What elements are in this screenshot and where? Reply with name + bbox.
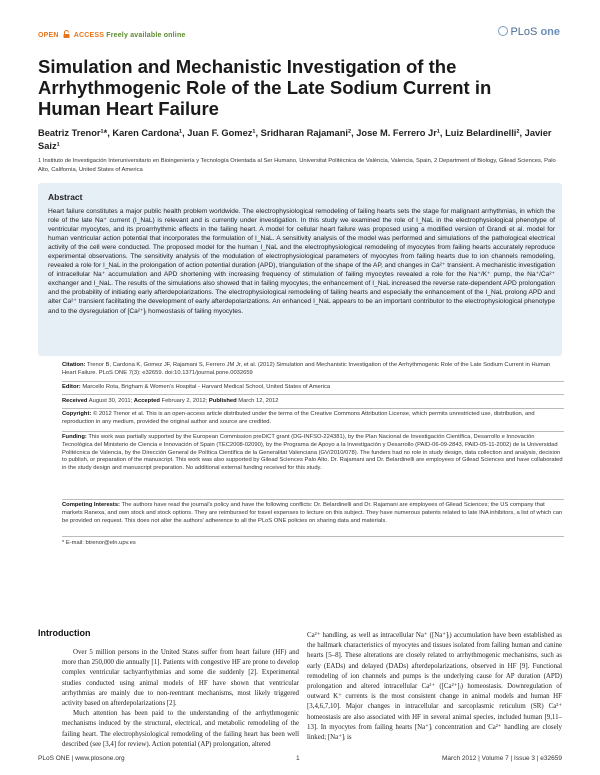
funding-label: Funding: xyxy=(62,434,87,440)
left-column xyxy=(62,648,299,750)
right-column xyxy=(307,631,562,743)
copyright xyxy=(62,411,564,427)
logo-plos-text: PLoS xyxy=(510,26,538,38)
open-label: OPEN xyxy=(38,32,59,39)
competing-text: The authors have read the journal's policy and have the following conflicts: Dr. Belardinelli and Dr. Rajamani are employees of Gilead Sciences; the US company that markets Ranexa, and own stock and stock options. They are reimbursed for travel expenses to lecture on this subject. They have numerous patents related to late INA inhibitors, a list of which can be provided on request. This does not alter the authors' adherence to all the PLoS ONE policies on sharing data and materials. xyxy=(62,502,563,524)
accepted-label: Accepted xyxy=(133,398,160,404)
author-list: Beatriz Trenor¹*, Karen Cardona¹, Juan F. Gomez¹, Sridharan Rajamani², Jose M. Ferrero Jr¹, Luiz Belardinelli², Javier Saiz¹ xyxy=(38,128,552,151)
copyright-text: © 2012 Trenor et al. This is an open-access article distributed under the terms of the Creative Commons Attribution License, which permits unrestricted use, distribution, and reproduction in any medium, provided the original author and source are credited. xyxy=(62,411,535,425)
divider xyxy=(62,394,564,395)
accepted-date: February 2, 2012; xyxy=(161,398,208,404)
freely-available-label: Freely available online xyxy=(106,32,186,39)
published-label: Published xyxy=(208,398,237,404)
citation xyxy=(62,362,564,378)
funding-text: This work was partially supported by the European Commission preDiCT grant (DG-INFSO-224381), by the Plan Nacional de Investigación Científica, Desarrollo e Innovación Tecnológica del Ministerio de Ciencia e Innovación of Spain (TEC2008-02090), by the Programa de Apoyo a la Investigación y Desarrollo (PAID-06-09-2843, PAID-05-11-2002) de la Universidad Politécnica de Valencia, by the Dirección General de Política Científica de la Generalitat Valenciana (GV/2010/078). The funders had no role in study design, data collection and analysis, decision to publish, or preparation of the manuscript. This work was also supported by Gilead Sciences Palo Alto. Dr. Rajamani and Dr. Belardinelli are employees of Gilead Sciences and have collaborated in the study design and manuscript preparation. No additional external funding received for this study. xyxy=(62,434,563,472)
footer-journal: PLoS ONE | www.plosone.org xyxy=(38,755,125,762)
affiliations: 1 Instituto de Investigación Interuniversitario en Bioingeniería y Tecnología Orientada al Ser Humano, Universitat Politècnica de València, Valencia, Spain, 2 Department of Biology, Gilead Sciences, Palo Alto, California, United States of America xyxy=(38,158,556,173)
divider xyxy=(62,431,564,432)
abstract-text: Heart failure constitutes a major public health problem worldwide. The electrophysiological remodeling of failing hearts sets the stage for malignant arrhythmias, in which the role of the late Na⁺ current (I_NaL) is relevant and is currently under investigation. In this study we examined the role of I_NaL in the electrophysiological phenotype of ventricular myocytes, and its proarrhythmic effects in the failing heart. A model for cellular heart failure was proposed using a modified version of Grandi et al. model for human ventricular action potential that incorporates the formulation of I_NaL. A sensitivity analysis of the model was performed and simulations of the pathological electrical activity of the cell were conducted. The proposed model for the human I_NaL and the electrophysiological remodeling of myocytes from failing hearts accurately reproduce experimental observations. The sensitivity analysis of the modulation of electrophysiological parameters of myocytes from failing hearts due to ion channels remodeling, revealed a role for I_NaL in the prolongation of action potential duration (APD), triangulation of the shape of the AP, and changes in Ca²⁺ transient. A mechanistic investigation of intracellular Na⁺ accumulation and APD shortening with increasing frequency of stimulation of failing myocytes revealed a role for the Na⁺/K⁺ pump, the Na⁺/Ca²⁺ exchanger and I_NaL. The results of the simulations also showed that in failing myocytes, the enhancement of I_NaL increased the reverse rate-dependent APD prolongation and the probability of initiating early afterdepolarizations. The electrophysiological remodeling of failing hearts and especially the enhancement of the I_NaL prolong APD and alter Ca²⁺ transient facilitating the development of early afterdepolarizations. An enhanced I_NaL appears to be an important contributor to the electrophysiological phenotype and to the dysregulation of [Ca²⁺]ᵢ homeostasis of failing myocytes. xyxy=(48,208,555,315)
open-access-banner xyxy=(38,30,186,39)
dates xyxy=(62,398,564,406)
copyright-label: Copyright: xyxy=(62,411,92,417)
published-date: March 12, 2012 xyxy=(238,398,279,404)
corresponding-email[interactable]: * E-mail: btrenor@eln.upv.es xyxy=(62,540,136,546)
abstract-box xyxy=(38,183,562,356)
intro-paragraph: Over 5 million persons in the United States suffer from heart failure (HF) and more than 250,000 die annually [1]. Patients with congestive HF are prone to develop complex ventricular tachyarrhythmias and some die suddenly [2]. Experimental studies conducted using animal models of HF have shown that ventricular arrhythmias are mainly due to non-reentrant mechanisms, most likely triggered activity based on afterdepolarizations [2]. xyxy=(62,649,299,708)
competing-interests xyxy=(62,502,564,525)
divider xyxy=(62,536,564,537)
editor-label: Editor: xyxy=(62,384,81,390)
funding xyxy=(62,434,564,473)
logo-one-text: one xyxy=(540,26,560,38)
divider xyxy=(62,499,564,500)
intro-paragraph: Ca²⁺ handling, as well as intracellular Na⁺ ([Na⁺]ᵢ) accumulation have been established as the hallmark characteristics of myocytes and tissues isolated from failing human and canine hearts [5–8]. These alterations are closely related to arrhythmogenic mechanisms, such as early (EADs) and delayed (DADs) afterdepolarizations, observed in HF [9]. Functional remodeling of ion channels and pumps is the underlying cause for AP duration (APD) prolongation and altered intracellular Ca²⁺ ([Ca²⁺]ᵢ) homeostasis. Downregulation of outward K⁺ currents is the most consistent change in animal models and human HF [3,4,6,7,10]. Major changes in intracellular and sarcoplasmic reticulum (SR) Ca²⁺ homeostasis are also associated with HF in several animal species, included human [9,11–13]. In myocytes from failing hearts [Na⁺]ᵢ concentration and Ca²⁺ handling are closely linked; [Na⁺]ᵢ is xyxy=(307,632,562,742)
editor-text: Marcello Rota, Brigham & Women's Hospital - Harvard Medical School, United States of America xyxy=(82,384,331,390)
plos-logo-icon xyxy=(498,26,508,36)
article-title: Simulation and Mechanistic Investigation of the Arrhythmogenic Role of the Late Sodium Current in Human Heart Failure xyxy=(38,56,492,119)
divider xyxy=(62,381,564,382)
open-access-lock-icon xyxy=(63,30,70,38)
citation-text: Trenor B, Cardona K, Gomez JF, Rajamani S, Ferrero JM Jr, et al. (2012) Simulation and Mechanistic Investigation of the Arrhythmogenic Role of the Late Sodium Current in Human Heart Failure. PLoS ONE 7(3): e32659. doi:10.1371/journal.pone.0032659 xyxy=(62,362,551,376)
introduction-heading: Introduction xyxy=(38,628,91,638)
abstract-heading: Abstract xyxy=(48,192,83,202)
editor xyxy=(62,384,564,392)
divider xyxy=(62,408,564,409)
footer-issue: March 2012 | Volume 7 | Issue 3 | e32659 xyxy=(442,755,562,762)
access-label: ACCESS xyxy=(73,32,105,39)
journal-logo xyxy=(498,26,560,38)
received-date: August 30, 2011; xyxy=(88,398,133,404)
citation-label: Citation: xyxy=(62,362,86,368)
received-label: Received xyxy=(62,398,88,404)
competing-label: Competing Interests: xyxy=(62,502,120,508)
page-number: 1 xyxy=(296,755,300,762)
intro-paragraph: Much attention has been paid to the understanding of the arrhythmogenic mechanisms induced by the structural, electrical, and metabolic remodeling of the failing heart. The electrophysiological remodeling of the failing heart has been well described (see [3,4] for review). Action potential (AP) prolongation, altered xyxy=(62,710,299,748)
